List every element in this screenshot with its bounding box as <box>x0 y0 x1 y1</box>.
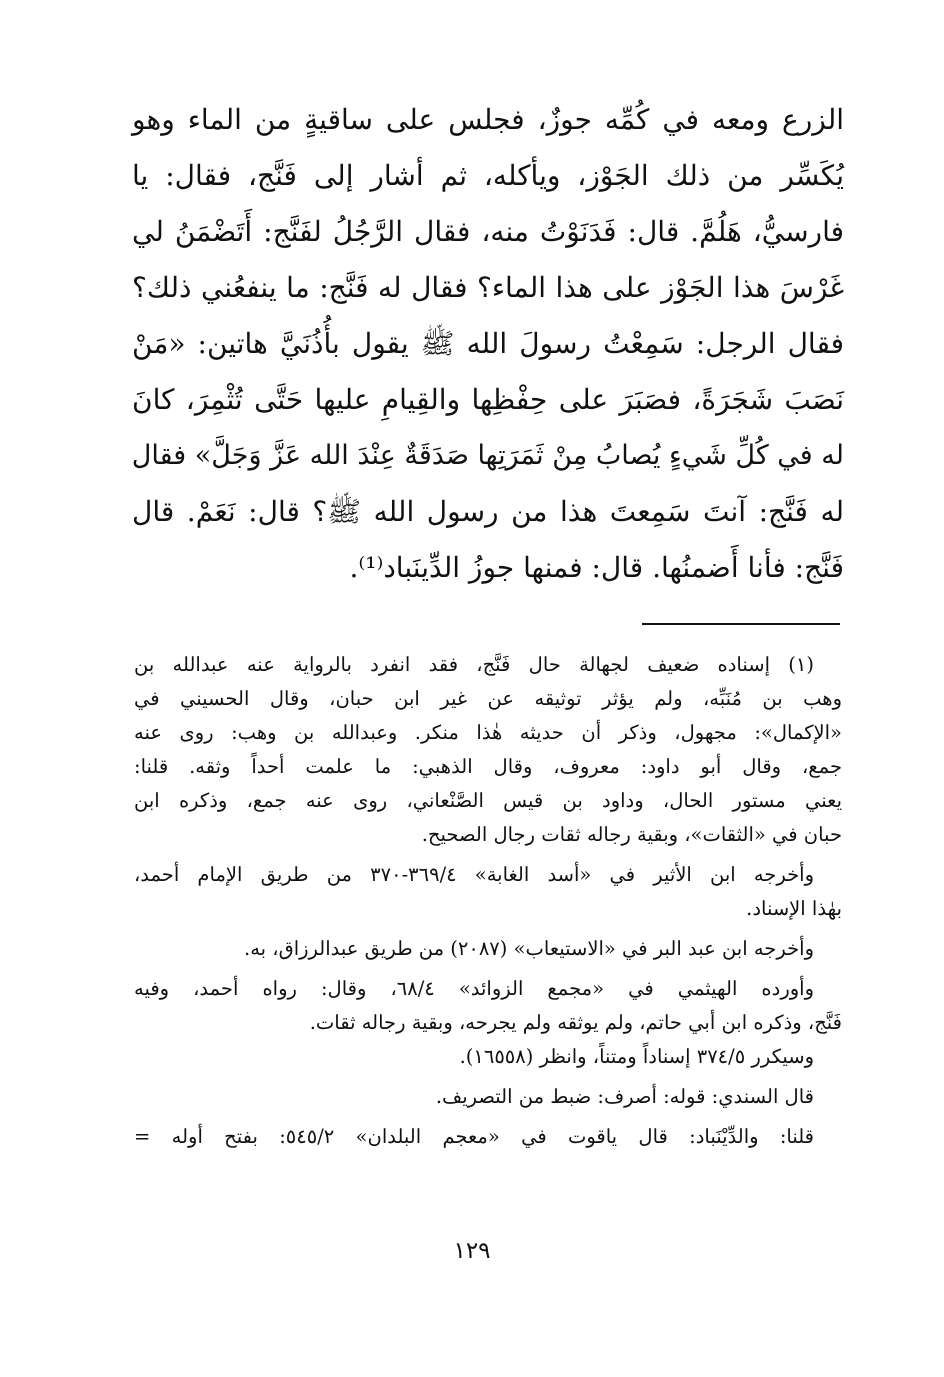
footnote-line: وأخرجه ابن عبد البر في «الاستيعاب» (٢٠٨٧) من طريق عبدالرزاق، به. <box>244 937 814 960</box>
main-text-line: فَنَّج: فأنا أَضمنُها. قال: فمنها جوزُ الدِّينَباد⁽¹⁾. <box>349 551 844 584</box>
page-number: ١٢٩ <box>453 1238 491 1264</box>
footnote-line: وسيكرر ٣٧٤/٥ إسناداً ومتناً، وانظر (١٦٥٥٨). <box>459 1045 814 1068</box>
footnote-line: وأخرجه ابن الأثير في «أسد الغابة» ٣٦٩/٤-٣٧٠ من طريق الإمام أحمد، <box>134 863 814 886</box>
footnote-line: وهب بن مُنَبِّه، ولم يؤثر توثيقه عن غير ابن حبان، وقال الحسيني في <box>134 687 842 710</box>
footnote-line: (١) إسناده ضعيف لجهالة حال فَنَّج، فقد انفرد بالرواية عنه عبدالله بن <box>134 653 814 676</box>
main-text-line: الزرع ومعه في كُمِّه جوزٌ، فجلس على ساقيةٍ من الماء وهو <box>132 103 844 136</box>
footnote-line: وأورده الهيثمي في «مجمع الزوائد» ٦٨/٤، وقال: رواه أحمد، وفيه <box>134 977 814 1000</box>
footnote-separator <box>642 623 840 625</box>
main-text-line: نَصَبَ شَجَرَةً، فصَبَرَ على حِفْظِها والقِيامِ عليها حَتَّى تُثْمِرَ، كانَ <box>132 383 844 416</box>
main-text-line: له في كُلِّ شَيءٍ يُصابُ مِنْ ثَمَرَتِها صَدَقَةٌ عِنْدَ الله عَزَّ وَجَلَّ» فقال <box>131 440 844 471</box>
main-text-block <box>132 92 844 596</box>
main-text-line: فقال الرجل: سَمِعْتُ رسولَ الله ﷺ يقول بأُذُنَيَّ هاتين: «مَنْ <box>132 327 844 360</box>
footnote-line: بهٰذا الإسناد. <box>746 897 842 920</box>
footnote-line: قال السندي: قوله: أصرف: ضبط من التصريف. <box>435 1085 814 1108</box>
footnote-line: يعني مستور الحال، وداود بن قيس الصَّنْعاني، روى عنه جمع، وذكره ابن <box>134 789 842 812</box>
footnotes-block <box>134 648 842 1154</box>
footnote-line: «الإكمال»: مجهول، وذكر أن حديثه هٰذا منكر. وعبدالله بن وهب: روى عنه <box>134 721 842 744</box>
main-text-line: يُكَسِّر من ذلك الجَوْز، ويأكله، ثم أشار إلى فَنَّج، فقال: يا <box>132 159 844 192</box>
main-text-line: فارسيُّ، هَلُمَّ. قال: فَدَنَوْتُ منه، فقال الرَّجُلُ لفَنَّج: أَتَضْمَنُ لي <box>132 215 844 248</box>
footnote-line: فَنَّج، وذكره ابن أبي حاتم، ولم يوثقه ولم يجرحه، وبقية رجاله ثقات. <box>309 1011 842 1034</box>
main-text-line: له فَنَّج: آنتَ سَمِعتَ هذا من رسول الله ﷺ؟ قال: نَعَمْ. قال <box>132 495 844 528</box>
footnote-line: حبان في «الثقات»، وبقية رجاله ثقات رجال الصحيح. <box>421 823 842 846</box>
main-text-line: غَرْسَ هذا الجَوْز على هذا الماء؟ فقال له فَنَّج: ما ينفعُني ذلك؟ <box>132 271 844 304</box>
footnote-line: جمع، وقال أبو داود: معروف، وقال الذهبي: ما علمت أحداً وثقه. قلنا: <box>134 755 842 778</box>
footnote-line: قلنا: والدِّيْنَباد: قال ياقوت في «معجم البلدان» ٥٤٥/٢: بفتح أوله = <box>134 1125 814 1148</box>
